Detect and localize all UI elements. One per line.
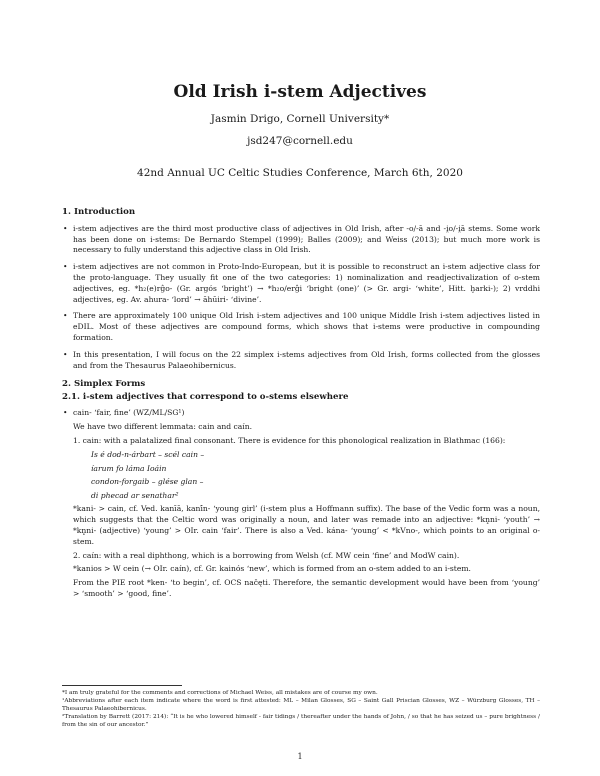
intro-bullet-4 — [62, 350, 540, 372]
intro-bullet-list — [62, 224, 540, 372]
intro-bullet-text: There are approximately 100 unique Old Irish i-stem adjectives and 100 unique Middle Irish i-stem adjectives listed in eDIL. Most of these adjectives are compound forms, which shows that i-stems were productive in compounding formation. — [73, 311, 540, 342]
author-email[interactable]: jsd247@cornell.edu — [247, 135, 353, 147]
footnote-2: ¹Abbreviations after each item indicate where the word is first attested: ML – Milan Glosses, SG – Saint Gall Priscian Glosses, WZ – Würzburg Glosses, TH – Thesaurus Palaeohibernicus. — [62, 698, 540, 712]
section-heading-simplex: 2. Simplex Forms — [62, 379, 146, 390]
intro-bullet-1 — [62, 224, 540, 256]
bullet-icon: • — [63, 407, 68, 417]
conference-line: 42nd Annual UC Celtic Studies Conference, March 6th, 2020 — [137, 167, 463, 179]
section-heading-introduction: 1. Introduction — [62, 207, 136, 217]
cain-paragraph-4: *kanios > W cein (→ OIr. caín), cf. Gr. kainós ‘new’, which is formed from an o-stem added to an i-stem. — [73, 564, 471, 574]
main-body — [62, 207, 540, 603]
paper-title: Old Irish i-stem Adjectives — [173, 82, 427, 102]
cain-paragraph-3: 2. caín: with a real diphthong, which is a borrowing from Welsh (cf. MW cein ‘fine’ and ModW cain). — [73, 550, 460, 560]
footnote-3: ²Translation by Barrett (2017: 214): “It is he who lowered himself - fair tidings / thereafter under the hands of John, / so that he has seized us – pure brightness / from the sin of our ancestor.” — [62, 714, 540, 728]
page-number: 1 — [297, 752, 303, 761]
bullet-icon: • — [63, 349, 68, 359]
footnotes — [62, 689, 540, 729]
entry-cain — [62, 408, 540, 419]
verse-line-3: condon-forgaib – glése glan – — [91, 477, 204, 487]
footnote-1: *I am truly grateful for the comments and corrections of Michael Weiss, all mistakes are of course my own. — [62, 690, 378, 696]
intro-bullet-2 — [62, 262, 540, 305]
bullet-icon: • — [63, 262, 68, 272]
entry-cain-text: cain- ‘fair, fine’ (WZ/ML/SG¹) — [73, 407, 185, 417]
verse-line-2: íarum fo láma Ioáin — [91, 463, 167, 473]
intro-bullet-3 — [62, 311, 540, 343]
cain-paragraph-2: *kani- > cain, cf. Ved. kanīā, kanī́n- ‘young girl’ (i-stem plus a Hoffmann suffix). The base of the Vedic form was a noun, which suggests that the Celtic word was originally a noun, and later was remade into an adjective: *kn̥ni- ‘youth’ → *kn̥ni- (adjective) ‘young’ > OIr. cain ‘fair’. There is also a Ved. kána- ‘young’ < *kVno-, which points to an original o-stem. — [73, 504, 540, 546]
verse-line-4: di phecad ar senathar² — [91, 490, 179, 500]
author-line: Jasmin Drigo, Cornell University* — [210, 113, 390, 125]
verse-line-1: Is é dod-n-árbart – scél cain – — [91, 450, 205, 460]
footnote-rule — [62, 685, 182, 686]
intro-bullet-text: In this presentation, I will focus on the 22 simplex i-stems adjectives from Old Irish, forms collected from the glosses and from the Thesaurus Palaeohibernicus. — [73, 349, 540, 370]
intro-bullet-text: i-stem adjectives are not common in Proto-Indo-European, but it is possible to reconstruct an i-stem adjective class for the proto-language. They usually fit one of the two categories: 1) nominalization and readjectivalization of o-stem adjectives, eg. *h₂(e)rĝo- (Gr. argós ‘bright’) → *h₂o/erĝi ‘bright (one)’ (> Gr. argi- ‘white’, Hitt. ḫarki-); 2) vrddhi adjectives, eg. Av. ahura- ‘lord’ → āhūiri- ‘divine’. — [73, 262, 540, 304]
cain-paragraph-5: From the PIE root *ken- ‘to begin’, cf. OCS načęti. Therefore, the semantic development would have been from ‘young’ > ‘smooth’ > ‘good, fine’. — [73, 578, 540, 598]
bullet-icon: • — [63, 311, 68, 321]
cain-paragraph-1: 1. cain: with a palatalized final consonant. There is evidence for this phonological realization in Blathmac (166): — [73, 435, 506, 445]
subsection-heading: 2.1. i-stem adjectives that correspond to o-stems elsewhere — [62, 392, 349, 403]
bullet-icon: • — [63, 223, 68, 233]
intro-bullet-text: i-stem adjectives are the third most productive class of adjectives in Old Irish, after -o/-ā and -i̯o/-i̯ā stems. Some work has been done on i-stems: De Bernardo Stempel (1999); Balles (2009); and Weiss (2013); but much more work is necessary to fully understand this adjective class in Old Irish. — [73, 223, 540, 255]
lemmata-paragraph: We have two different lemmata: cain and caín. — [73, 421, 253, 431]
verse-block — [62, 449, 540, 501]
